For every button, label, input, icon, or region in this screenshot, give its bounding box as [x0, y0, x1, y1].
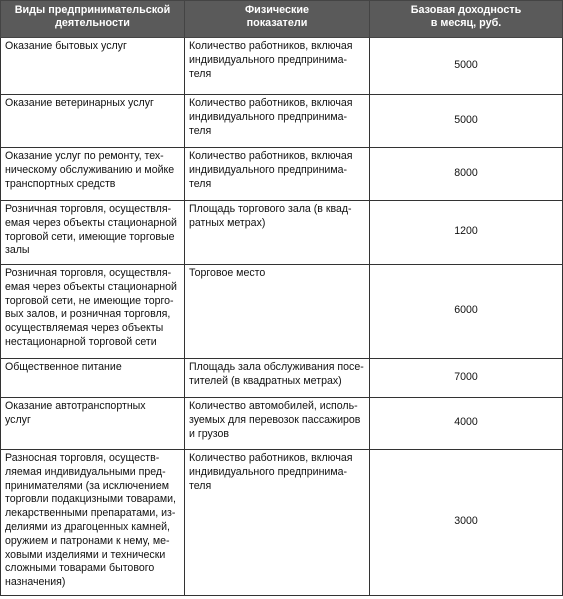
- value-cell: 3000: [370, 450, 563, 596]
- indicator-cell: Количество работников, включая индивидуального предпринима- теля: [185, 38, 370, 95]
- header-indicator: Физические показатели: [185, 1, 370, 38]
- table-row: [1, 148, 563, 201]
- activity-cell: Оказание ветеринарных услуг: [1, 95, 185, 148]
- activity-cell: Розничная торговля, осуществля- емая через объекты стационарной торговой сети, не имеющие торго- вых залов, и розничная торговля, осуществляемая через объекты нестационарной торговой сети: [1, 265, 185, 359]
- header-activity: Виды предпринимательской деятельности: [1, 1, 185, 38]
- header-row: [1, 1, 563, 38]
- value-cell: 1200: [370, 201, 563, 265]
- indicator-cell: Площадь зала обслуживания посе- тителей (в квадратных метрах): [185, 359, 370, 398]
- table-row: [1, 398, 563, 450]
- activity-cell: Оказание услуг по ремонту, тех- ническому обслуживанию и мойке транспортных средств: [1, 148, 185, 201]
- indicator-cell: Торговое место: [185, 265, 370, 359]
- value-cell: 5000: [370, 95, 563, 148]
- table-row: [1, 38, 563, 95]
- activity-cell: Общественное питание: [1, 359, 185, 398]
- value-cell: 6000: [370, 265, 563, 359]
- indicator-cell: Количество работников, включая индивидуального предпринима- теля: [185, 450, 370, 596]
- table-row: [1, 201, 563, 265]
- value-cell: 4000: [370, 398, 563, 450]
- indicator-cell: Площадь торгового зала (в квад- ратных метрах): [185, 201, 370, 265]
- activity-cell: Разносная торговля, осуществ- ляемая индивидуальными пред- принимателями (за исключением торговли подакцизными товарами, лекарственными препаратами, из- делиями из драгоценных камней, оружием и патронами к нему, ме- ховыми изделиями и технически сложными товарами бытового назначения): [1, 450, 185, 596]
- table-row: [1, 265, 563, 359]
- activity-cell: Оказание бытовых услуг: [1, 38, 185, 95]
- activity-cell: Розничная торговля, осуществля- емая через объекты стационарной торговой сети, имеющие торговые залы: [1, 201, 185, 265]
- indicator-cell: Количество работников, включая индивидуального предпринима- теля: [185, 148, 370, 201]
- indicator-cell: Количество автомобилей, исполь- зуемых для перевозок пассажиров и грузов: [185, 398, 370, 450]
- table-row: [1, 95, 563, 148]
- value-cell: 7000: [370, 359, 563, 398]
- header-value: Базовая доходность в месяц, руб.: [370, 1, 563, 38]
- table-row: [1, 450, 563, 596]
- indicator-cell: Количество работников, включая индивидуального предпринима- теля: [185, 95, 370, 148]
- value-cell: 5000: [370, 38, 563, 95]
- activity-cell: Оказание автотранспортных услуг: [1, 398, 185, 450]
- table-row: [1, 359, 563, 398]
- value-cell: 8000: [370, 148, 563, 201]
